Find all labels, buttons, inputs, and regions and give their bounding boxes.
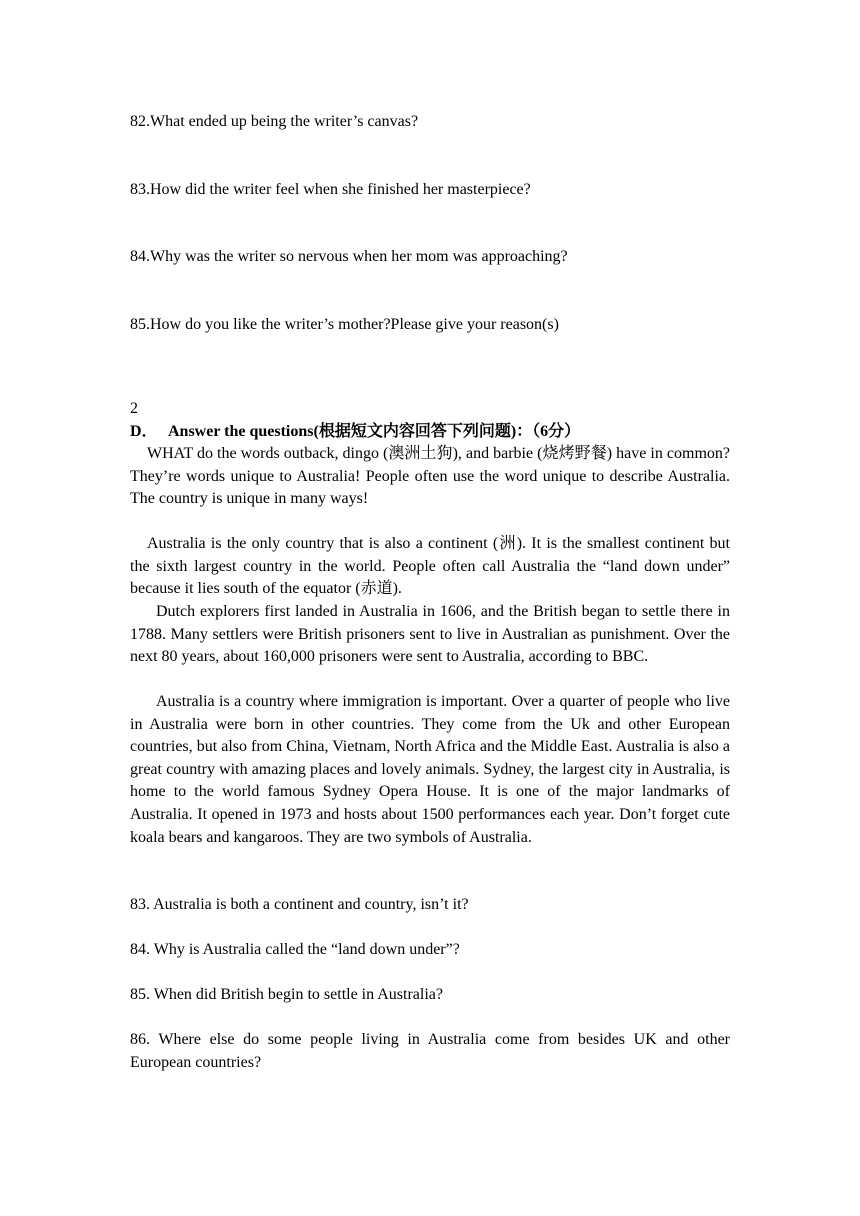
question-84-bottom: 84. Why is Australia called the “land down under”?	[130, 941, 460, 958]
page-number: 2	[130, 400, 138, 417]
question-83-bottom: 83. Australia is both a continent and country, isn’t it?	[130, 896, 469, 913]
question-82-top: 82.What ended up being the writer’s canvas?	[130, 113, 419, 130]
section-heading	[130, 421, 730, 443]
question-83-top: 83.How did the writer feel when she finished her masterpiece?	[130, 181, 531, 198]
question-84-top: 84.Why was the writer so nervous when her mom was approaching?	[130, 248, 568, 265]
section-label: D．	[130, 423, 158, 440]
question-85-bottom: 85. When did British begin to settle in Australia?	[130, 986, 443, 1003]
question-85-top: 85.How do you like the writer’s mother?Please give your reason(s)	[130, 316, 559, 333]
passage-paragraph-2: Australia is the only country that is also a continent (洲). It is the smallest continent but the sixth largest country in the world. People often call Australia the “land down under” because it lies south of the equator (赤道).	[130, 535, 730, 598]
passage-paragraph-1: WHAT do the words outback, dingo (澳洲土狗), and barbie (烧烤野餐) have in common? They’re words unique to Australia! People often use the word unique to describe Australia. The country is unique in many ways!	[130, 445, 730, 508]
passage-paragraph-4: Australia is a country where immigration is important. Over a quarter of people who live in Australia were born in other countries. They come from the Uk and other European countries, but also from China, Vietnam, North Africa and the Middle East. Australia is also a great country with amazing places and lovely animals. Sydney, the largest city in Australia, is home to the world famous Sydney Opera House. It is one of the major landmarks of Australia. It opened in 1973 and hosts about 1500 performances each year. Don’t forget cute koala bears and kangaroos. They are two symbols of Australia.	[130, 693, 730, 846]
question-86-bottom: 86. Where else do some people living in Australia come from besides UK and other European countries?	[130, 1031, 730, 1071]
passage-paragraph-3: Dutch explorers first landed in Australia in 1606, and the British began to settle there in 1788. Many settlers were British prisoners sent to live in Australian as punishment. Over the next 80 years, about 160,000 prisoners were sent to Australia, according to BBC.	[130, 603, 730, 666]
section-title: Answer the questions(根据短文内容回答下列问题)：（6分）	[168, 423, 581, 440]
